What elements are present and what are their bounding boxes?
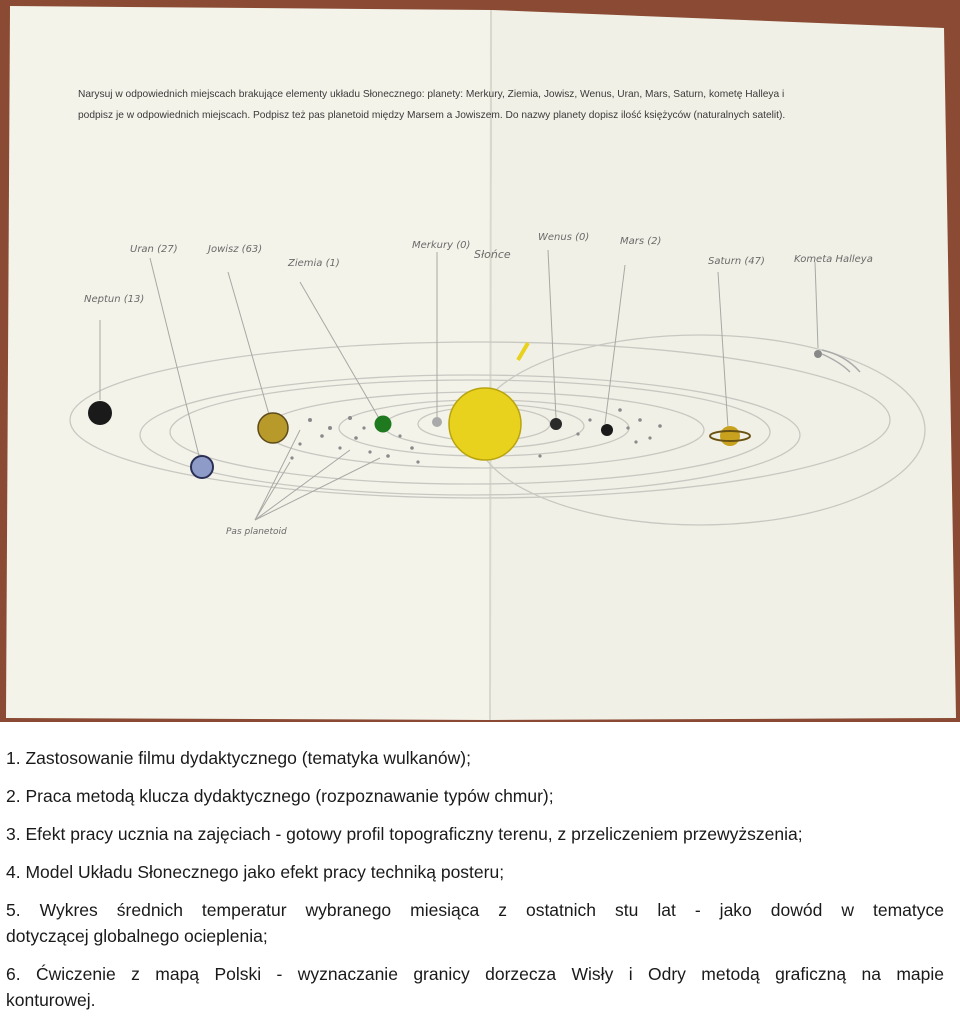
list-item-2: 2. Praca metodą klucza dydaktycznego (rozpoznawanie typów chmur); (6, 786, 554, 806)
label-neptune: Neptun (13) (84, 294, 145, 305)
label-venus: Wenus (0) (538, 232, 590, 243)
mars-planet (601, 424, 613, 436)
list-item-4: 4. Model Układu Słonecznego jako efekt pracy techniką posteru; (6, 862, 505, 882)
list-item-1: 1. Zastosowanie filmu dydaktycznego (tematyka wulkanów); (6, 748, 471, 768)
label-sun: Słońce (474, 248, 511, 261)
label-asteroid-belt: Pas planetoid (226, 527, 287, 537)
instruction-line-1: Narysuj w odpowiednich miejscach brakujące elementy układu Słonecznego: planety: Merkury, Ziemia, Jowisz, Wenus, Uran, Mars, Saturn, kometę Halleya i (78, 89, 785, 100)
label-comet: Kometa Halleya (794, 254, 873, 265)
instruction-line-2: podpisz je w odpowiednich miejscach. Podpisz też pas planetoid między Marsem a Jowiszem. Do nazwy planety dopisz ilość księżyców (naturalnych satelit). (78, 110, 786, 121)
jupiter-planet (258, 413, 288, 443)
label-jupiter: Jowisz (63) (208, 244, 263, 255)
venus-planet (550, 418, 562, 430)
label-mars: Mars (2) (620, 236, 662, 247)
earth-planet (375, 416, 392, 433)
sun (449, 388, 521, 460)
label-saturn: Saturn (47) (708, 256, 765, 267)
list-item-6-line-1: 6. Ćwiczenie z mapą Polski - wyznaczanie granicy dorzecza Wisły i Odry metodą graficzną na mapie (6, 964, 944, 984)
mercury-planet (432, 417, 442, 427)
activity-list (6, 745, 944, 1025)
list-item-3: 3. Efekt pracy ucznia na zajęciach - gotowy profil topograficzny terenu, z przeliczeniem przewyższenia; (6, 824, 803, 844)
neptune-planet (88, 401, 112, 425)
uranus-planet (191, 456, 213, 478)
list-item-5-line-2: dotyczącej globalnego ocieplenia; (6, 926, 268, 946)
list-item-5-line-1: 5. Wykres średnich temperatur wybranego miesiąca z ostatnich stu lat - jako dowód w tematyce (6, 900, 944, 920)
label-uranus: Uran (27) (130, 244, 178, 255)
label-earth: Ziemia (1) (288, 258, 340, 269)
label-mercury: Merkury (0) (412, 240, 471, 251)
list-item-6-line-2: konturowej. (6, 990, 96, 1010)
